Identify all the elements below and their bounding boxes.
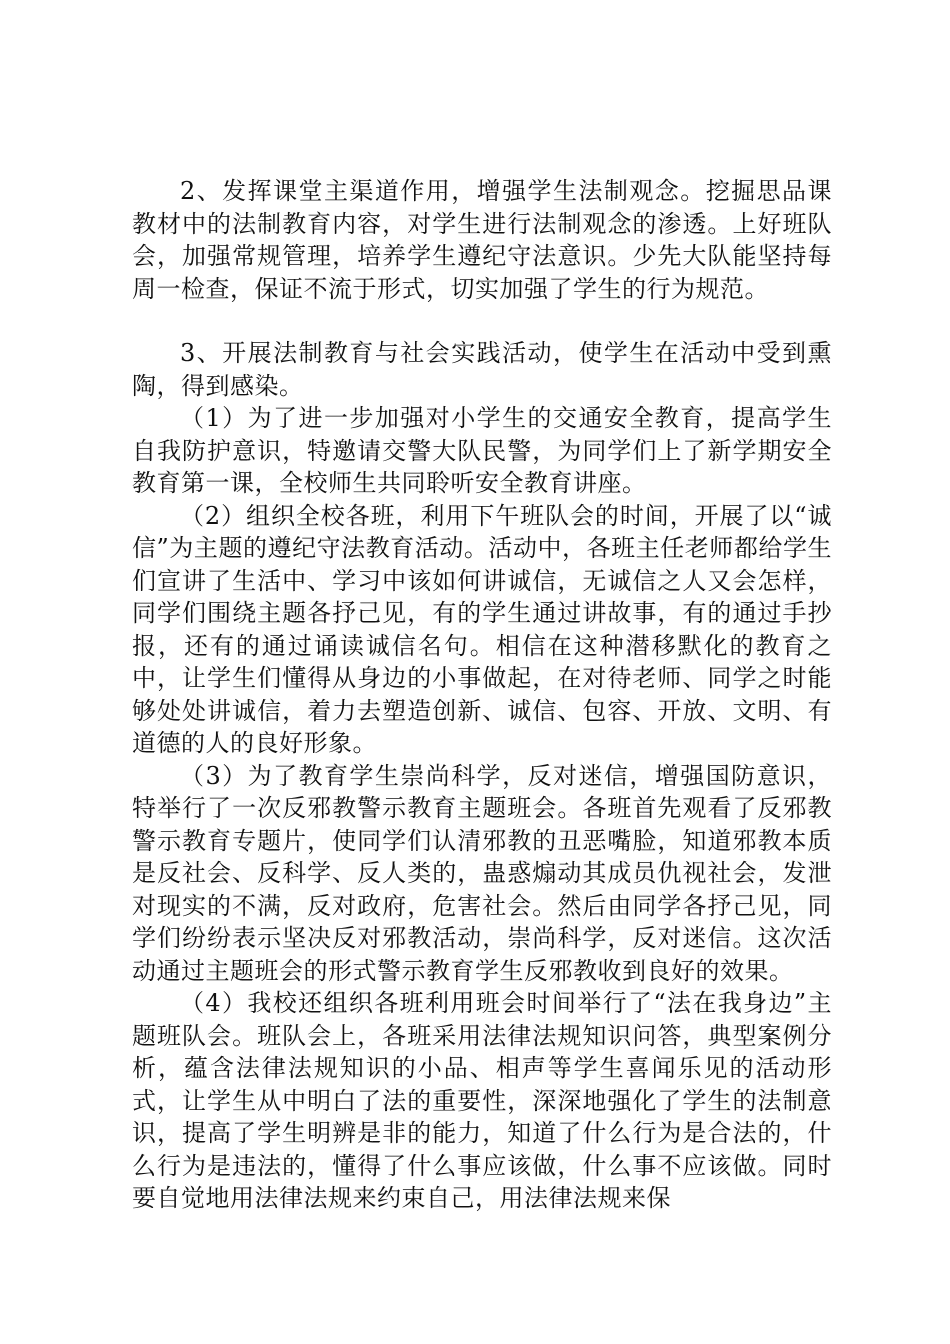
paragraph-3-4-law-around-me: （4）我校还组织各班利用班会时间举行了“法在我身边”主题班队会。班队会上，各班采用法律法规知识问答，典型案例分析，蕴含法律法规知识的小品、相声等学生喜闻乐见的活动形式，让学生从中明白了法的重要性，深深地强化了学生的法制意识，提高了学生明辨是非的能力，知道了什么行为是合法的，什么行为是违法的，懂得了什么事应该做，什么事不应该做。同时要自觉地用法律法规来约束自己，用法律法规来保 [132,989,832,1212]
paragraph-3-1-traffic-safety: （1）为了进一步加强对小学生的交通安全教育，提高学生自我防护意识，特邀请交警大队民警，为同学们上了新学期安全教育第一课，全校师生共同聆听安全教育讲座。 [132,404,832,497]
paragraph-2-classroom-channel: 2、发挥课堂主渠道作用，增强学生法制观念。挖掘思品课教材中的法制教育内容，对学生进行法制观念的渗透。上好班队会，加强常规管理，培养学生遵纪守法意识。少先大队能坚持每周一检查，保证不流于形式，切实加强了学生的行为规范。 [132,177,832,303]
document-body [132,175,832,1215]
paragraph-3-2-integrity-activity: （2）组织全校各班，利用下午班队会的时间，开展了以“诚信”为主题的遵纪守法教育活动。活动中，各班主任老师都给学生们宣讲了生活中、学习中该如何讲诚信，无诚信之人又会怎样，同学们围绕主题各抒己见，有的学生通过讲故事，有的通过手抄报，还有的通过诵读诚信名句。相信在这种潜移默化的教育之中，让学生们懂得从身边的小事做起，在对待老师、同学之时能够处处讲诚信，着力去塑造创新、诚信、包容、开放、文明、有道德的人的良好形象。 [132,501,832,757]
paragraph-spacer [132,305,832,337]
paragraph-3-practice-activities: 3、开展法制教育与社会实践活动，使学生在活动中受到熏陶，得到感染。 [132,339,832,400]
paragraph-3-3-anti-cult-meeting: （3）为了教育学生崇尚科学，反对迷信，增强国防意识，特举行了一次反邪教警示教育主题班会。各班首先观看了反邪教警示教育专题片，使同学们认清邪教的丑恶嘴脸，知道邪教本质是反社会、反科学、反人类的，蛊惑煽动其成员仇视社会，发泄对现实的不满，反对政府，危害社会。然后由同学各抒己见，同学们纷纷表示坚决反对邪教活动，崇尚科学，反对迷信。这次活动通过主题班会的形式警示教育学生反邪教收到良好的效果。 [132,761,832,985]
